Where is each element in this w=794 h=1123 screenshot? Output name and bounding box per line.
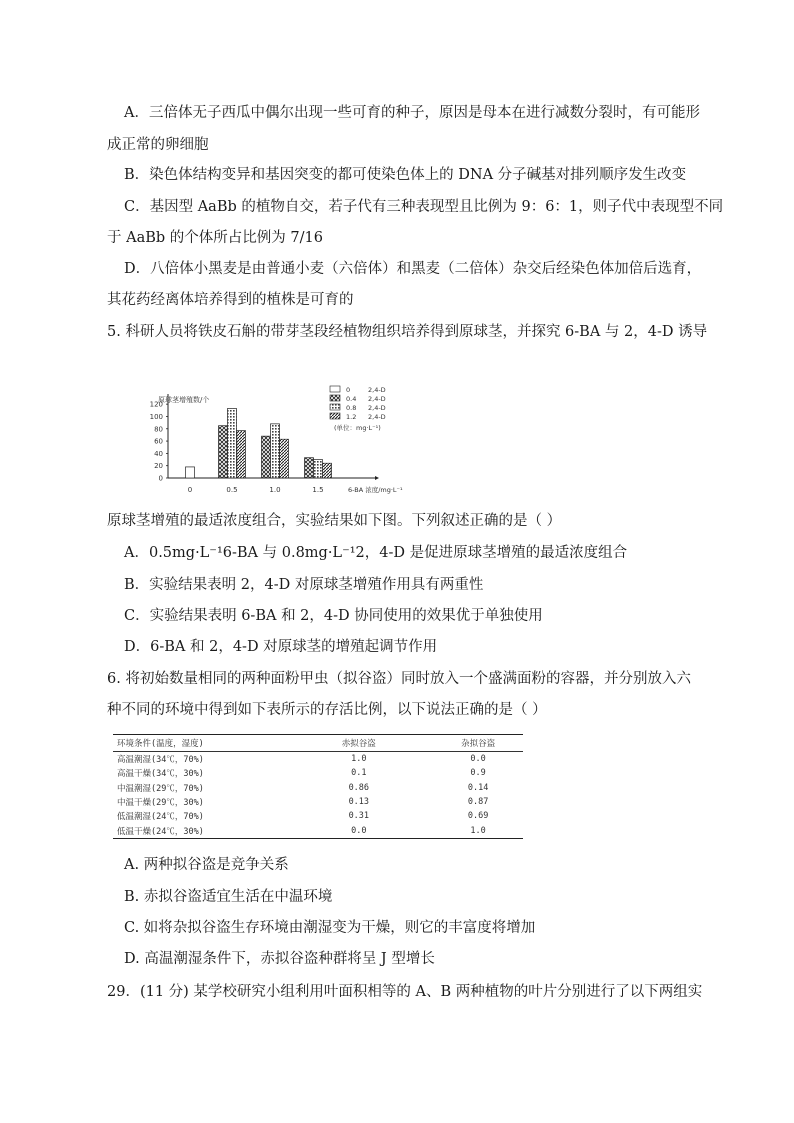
q4-option-a-line2: 成正常的卵细胞 xyxy=(107,137,209,153)
y-tick-label: 0 xyxy=(158,474,163,483)
table-cell: 0.0 xyxy=(470,754,486,765)
legend-swatch xyxy=(330,386,340,392)
legend-swatch xyxy=(330,395,340,401)
legend-label: 2,4-D xyxy=(368,395,386,403)
legend-unit: (单位：mg·L⁻¹) xyxy=(334,424,381,432)
table-cell: 0.69 xyxy=(467,811,489,822)
y-tick-label: 60 xyxy=(154,437,163,446)
table-cell: 1.0 xyxy=(407,823,523,838)
bar-1_2-at-1_5 xyxy=(323,463,332,478)
y-tick-label: 100 xyxy=(149,412,163,421)
bar-1_2-at-1_0 xyxy=(280,439,289,478)
bar-0_8-at-0_5 xyxy=(228,408,237,478)
table-cell: 高温干燥(34℃，30%) xyxy=(117,769,204,780)
table-cell: 0.14 xyxy=(467,782,489,793)
table-cell: 低温干燥(24℃，30%) xyxy=(113,823,274,838)
x-axis-label: 6-BA 浓度/mg·L⁻¹ xyxy=(348,486,403,494)
table-row xyxy=(113,766,523,780)
q5-bar-chart xyxy=(140,380,440,500)
q4-option-c-line2: 于 AaBb 的个体所占比例为 7/16 xyxy=(107,230,323,246)
legend-swatch xyxy=(330,413,340,419)
legend-value: 0 xyxy=(346,386,351,394)
q5-option-a: A．0.5mg·L⁻¹6-BA 与 0.8mg·L⁻¹2，4-D 是促进原球茎增殖的最适浓度组合 xyxy=(124,545,628,561)
table-cell: 0.87 xyxy=(467,797,489,808)
table-cell: 中温潮湿(29℃，70%) xyxy=(117,783,204,794)
table-header-row xyxy=(113,735,523,752)
bar-0-at-0 xyxy=(186,467,195,478)
y-tick-label: 20 xyxy=(154,462,163,471)
table-cell: 0.13 xyxy=(348,797,370,808)
q6-option-b: B. 赤拟谷盗适宜生活在中温环境 xyxy=(124,889,333,905)
y-axis-label: 原球茎增殖数/个 xyxy=(158,396,210,404)
q5-option-b: B．实验结果表明 2，4-D 对原球茎增殖作用具有两重性 xyxy=(124,577,484,593)
y-tick-label: 80 xyxy=(154,425,163,434)
bar-0_4-at-1_5 xyxy=(305,458,314,478)
q5-stem-line1: 5. 科研人员将铁皮石斛的带芽茎段经植物组织培养得到原球茎，并探究 6-BA 与 2，4-D 诱导 xyxy=(107,324,708,340)
q6-option-c: C. 如将杂拟谷盗生存环境由潮湿变为干燥，则它的丰富度将增加 xyxy=(124,920,536,936)
q6-stem-line2: 种不同的环境中得到如下表所示的存活比例，以下说法正确的是（ ） xyxy=(107,702,547,718)
bar-0_4-at-1_0 xyxy=(262,436,271,478)
table-row xyxy=(113,823,523,838)
bar-0_8-at-1_0 xyxy=(271,424,280,478)
q6-stem-line1: 6. 将初始数量相同的两种面粉甲虫（拟谷盗）同时放入一个盛满面粉的容器，并分别放入六 xyxy=(107,671,691,687)
legend-label: 2,4-D xyxy=(368,413,386,421)
table-cell: 0.9 xyxy=(470,768,486,779)
table-cell: 1.0 xyxy=(351,754,367,765)
q4-option-d-line1: D．八倍体小黑麦是由普通小麦（六倍体）和黑麦（二倍体）杂交后经染色体加倍后选育， xyxy=(124,261,702,277)
y-tick-label: 120 xyxy=(149,400,163,409)
x-tick-label: 0.5 xyxy=(226,486,238,494)
legend-swatch xyxy=(330,404,340,410)
x-axis-arrow xyxy=(375,476,379,480)
table-cell: 中温干燥(29℃，30%) xyxy=(117,798,204,809)
header-species-red: 赤拟谷盗 xyxy=(274,735,407,752)
x-tick-label: 1.5 xyxy=(312,486,324,494)
table-cell: 0.86 xyxy=(348,782,370,793)
y-tick-label: 40 xyxy=(154,449,163,458)
table-row xyxy=(113,795,523,809)
q6-option-d: D. 高温潮湿条件下，赤拟谷盗种群将呈 J 型增长 xyxy=(124,951,435,967)
x-tick-label: 0 xyxy=(187,486,193,494)
table-row xyxy=(113,752,523,767)
q4-option-d-line2: 其花药经离体培养得到的植株是可育的 xyxy=(107,292,354,308)
legend-value: 1.2 xyxy=(346,413,357,421)
table-cell: 高温潮湿(34℃，70%) xyxy=(117,755,204,766)
q5-stem-line2: 原球茎增殖的最适浓度组合，实验结果如下图。下列叙述正确的是（ ） xyxy=(107,513,562,529)
table-cell: 0.1 xyxy=(351,768,367,779)
table-row xyxy=(113,781,523,795)
legend-label: 2,4-D xyxy=(368,404,386,412)
x-tick-label: 1.0 xyxy=(269,486,281,494)
table-cell: 低温潮湿(24℃，70%) xyxy=(117,812,204,823)
legend-label: 2,4-D xyxy=(368,386,386,394)
q5-option-d: D．6-BA 和 2，4-D 对原球茎的增殖起调节作用 xyxy=(124,639,438,655)
legend-value: 0.8 xyxy=(346,404,357,412)
legend-value: 0.4 xyxy=(346,395,357,403)
bar-0_4-at-0_5 xyxy=(219,426,228,478)
q29-stem-line1: 29．(11 分) 某学校研究小组利用叶面积相等的 A、B 两种植物的叶片分别进行了以下两组实 xyxy=(107,984,703,1000)
q6-survival-table xyxy=(113,734,523,839)
bar-0_8-at-1_5 xyxy=(314,460,323,478)
q4-option-c-line1: C．基因型 AaBb 的植物自交，若子代有三种表现型且比例为 9：6：1，则子代中表现型不同 xyxy=(124,199,724,215)
q4-option-b: B．染色体结构变异和基因突变的都可使染色体上的 DNA 分子碱基对排列顺序发生改变 xyxy=(124,167,687,183)
q5-option-c: C．实验结果表明 6-BA 和 2，4-D 协同使用的效果优于单独使用 xyxy=(124,608,543,624)
table-row xyxy=(113,809,523,823)
q4-option-a-line1: A．三倍体无子西瓜中偶尔出现一些可育的种子，原因是母本在进行减数分裂时，有可能形 xyxy=(124,105,700,121)
header-condition: 环境条件(温度，湿度) xyxy=(113,735,274,752)
bar-1_2-at-0_5 xyxy=(237,431,246,478)
q6-option-a: A. 两种拟谷盗是竞争关系 xyxy=(124,857,289,873)
table-cell: 0.31 xyxy=(348,811,370,822)
table-cell: 0.0 xyxy=(274,823,407,838)
header-species-mixed: 杂拟谷盗 xyxy=(407,735,523,752)
